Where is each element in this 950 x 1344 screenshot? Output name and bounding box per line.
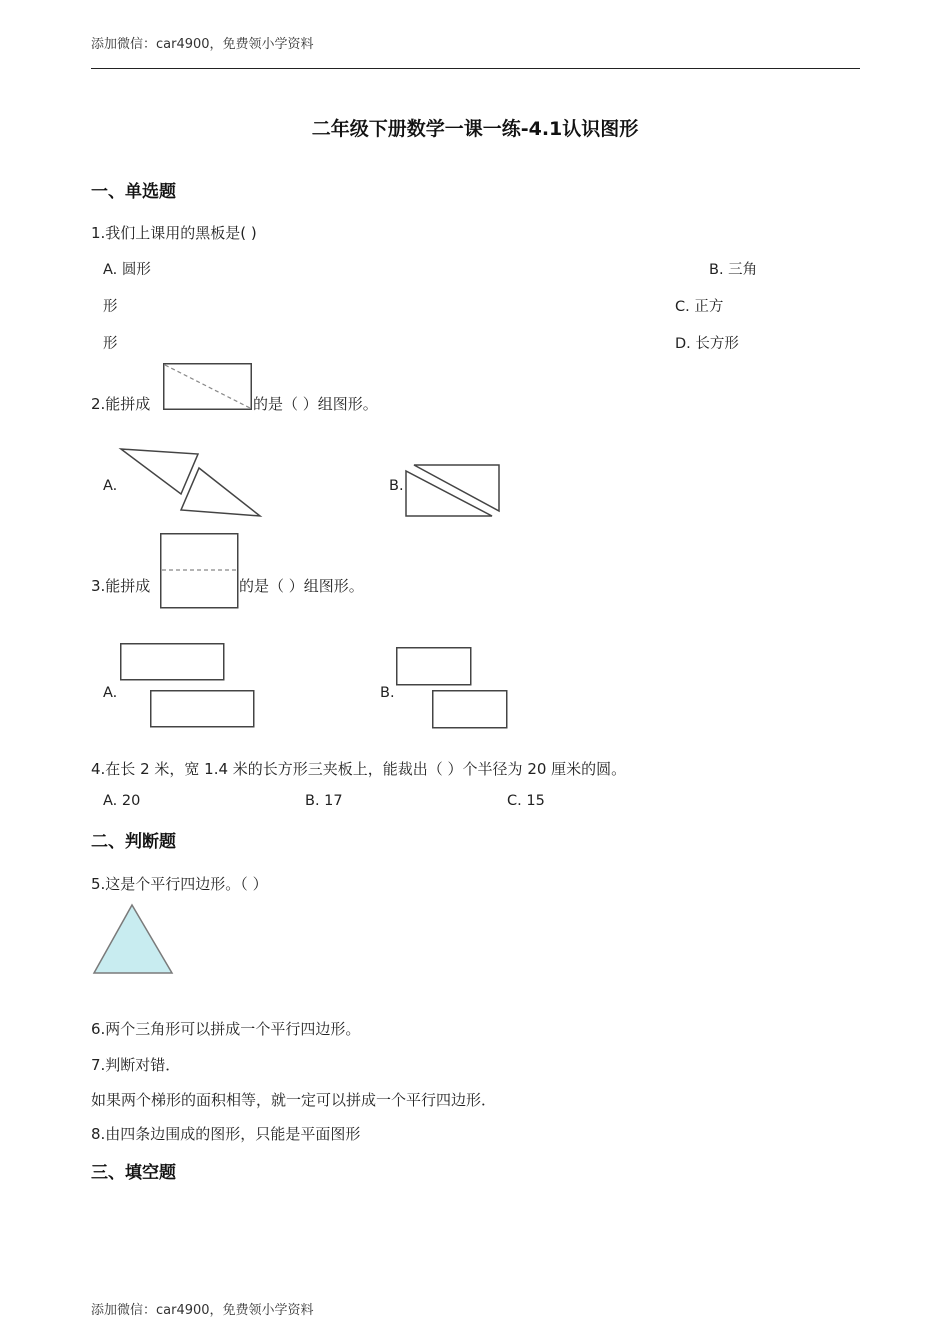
question-3-option-b[interactable]: B. [380, 685, 395, 701]
question-7-detail: 如果两个梯形的面积相等，就一定可以拼成一个平行四边形． [91, 1091, 497, 1109]
question-4-option-a[interactable]: A. 20 [103, 793, 141, 809]
question-2-target-rectangle-figure [163, 363, 253, 411]
section-heading-true-false: 二、判断题 [91, 832, 176, 852]
question-4-option-b[interactable]: B. 17 [305, 793, 343, 809]
question-2-option-b-triangles[interactable] [404, 463, 502, 519]
header-divider [91, 68, 860, 69]
section-heading-fill-in: 三、填空题 [91, 1163, 176, 1183]
question-3-prefix: 3.能拼成 [91, 577, 151, 595]
footer-text: 添加微信：car4900，免费领小学资料 [91, 1303, 314, 1318]
question-4-stem: 4.在长 2 米，宽 1.4 米的长方形三夹板上，能裁出（ ）个半径为 20 厘米的圆。 [91, 760, 627, 778]
question-1-option-c[interactable]: C. 正方 [675, 299, 724, 315]
question-3-target-square-figure [160, 533, 240, 610]
question-3-suffix: 的是（ ）组图形。 [239, 577, 364, 595]
question-3-option-a[interactable]: A. [103, 685, 118, 701]
question-1-option-b[interactable]: B. 三角 [709, 262, 758, 278]
header-text: 添加微信：car4900，免费领小学资料 [91, 37, 314, 52]
question-2-option-a-triangles[interactable] [118, 446, 264, 520]
question-8-stem: 8.由四条边围成的图形，只能是平面图形 [91, 1125, 361, 1143]
section-heading-single-choice: 一、单选题 [91, 182, 176, 202]
question-5-stem: 5.这是个平行四边形。（ ） [91, 875, 268, 893]
question-7-stem: 7.判断对错． [91, 1056, 181, 1074]
question-1-option-a[interactable]: A. 圆形 [103, 262, 151, 278]
question-2-option-b[interactable]: B. [389, 478, 404, 494]
question-1-option-c-continued: 形 [103, 336, 118, 352]
question-4-option-c[interactable]: C. 15 [507, 793, 545, 809]
question-2-prefix: 2.能拼成 [91, 395, 151, 413]
question-3-option-a-rectangles[interactable] [119, 642, 257, 730]
question-1-option-b-continued: 形 [103, 299, 118, 315]
question-1-stem: 1.我们上课用的黑板是( ) [91, 224, 257, 242]
question-2-option-a[interactable]: A. [103, 478, 118, 494]
question-3-option-b-rectangles[interactable] [395, 646, 511, 730]
question-5-triangle-figure [91, 902, 175, 976]
question-6-stem: 6.两个三角形可以拼成一个平行四边形。 [91, 1020, 361, 1038]
question-1-option-d[interactable]: D. 长方形 [675, 336, 739, 352]
question-2-suffix: 的是（ ）组图形。 [253, 395, 378, 413]
page-title: 二年级下册数学一课一练-4.1认识图形 [311, 118, 639, 140]
